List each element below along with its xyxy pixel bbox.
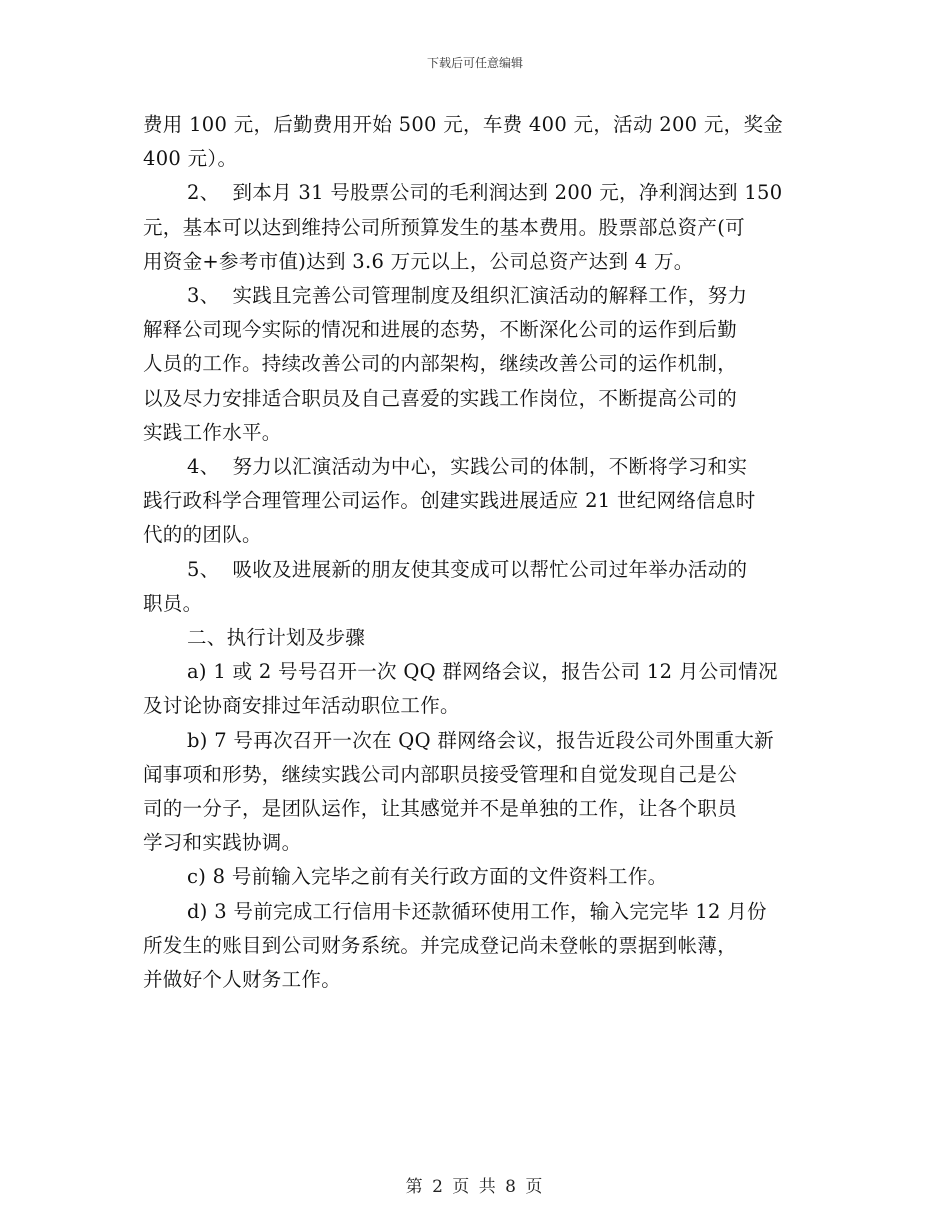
body-line: 代的的团队。 [143,523,262,547]
body-line: 费用 100 元，后勤费用开始 500 元，车费 400 元，活动 200 元，奖金 [143,113,784,136]
body-line: 人员的工作。持续改善公司的内部架构，继续改善公司的运作机制， [143,352,738,376]
body-line: 学习和实践协调。 [143,831,302,855]
body-line: 职员。 [143,591,203,615]
body-line: 以及尽力安排适合职员及自己喜爱的实践工作岗位，不断提高公司的 [143,386,738,410]
body-line: 并做好个人财务工作。 [143,968,342,992]
step-c: c) 8 号前输入完毕之前有关行政方面的文件资料工作。 [187,865,668,889]
body-line: 元，基本可以达到维持公司所预算发生的基本费用。股票部总资产(可 [143,215,745,239]
section-heading: 二、执行计划及步骤 [187,626,366,650]
body-line: 所发生的账目到公司财务系统。并完成登记尚未登帐的票据到帐薄， [143,933,738,957]
body-line: 闻事项和形势，继续实践公司内部职员接受管理和自觉发现自己是公 [143,762,738,786]
document-body [143,108,808,997]
page-header: 下载后可任意编辑 [426,56,523,70]
list-item-5: 5、 吸收及进展新的朋友使其变成可以帮忙公司过年举办活动的 [187,557,748,581]
body-line: 司的一分子，是团队运作，让其感觉并不是单独的工作，让各个职员 [143,797,738,821]
body-line: 实践工作水平。 [143,420,282,444]
body-line: 400 元）。 [143,147,238,171]
body-line: 践行政科学合理管理公司运作。创建实践进展适应 21 世纪网络信息时 [143,489,756,513]
step-b: b) 7 号再次召开一次在 QQ 群网络会议，报告近段公司外围重大新 [187,728,774,752]
list-item-3: 3、 实践且完善公司管理制度及组织汇演活动的解释工作，努力 [187,284,748,308]
step-a: a) 1 或 2 号号召开一次 QQ 群网络会议，报告公司 12 月公司情况 [187,660,778,684]
body-line: 及讨论协商安排过年活动职位工作。 [143,694,460,718]
page-footer: 第 2 页 共 8 页 [405,1177,545,1197]
body-line: 解释公司现今实际的情况和进展的态势，不断深化公司的运作到后勤 [143,318,738,342]
list-item-2: 2、 到本月 31 号股票公司的毛利润达到 200 元，净利润达到 150 [187,181,783,205]
body-line: 用资金+参考市值)达到 3.6 万元以上，公司总资产达到 4 万。 [143,249,694,273]
list-item-4: 4、 努力以汇演活动为中心，实践公司的体制，不断将学习和实 [187,455,748,479]
step-d: d) 3 号前完成工行信用卡还款循环使用工作，输入完完毕 12 月份 [187,899,767,923]
